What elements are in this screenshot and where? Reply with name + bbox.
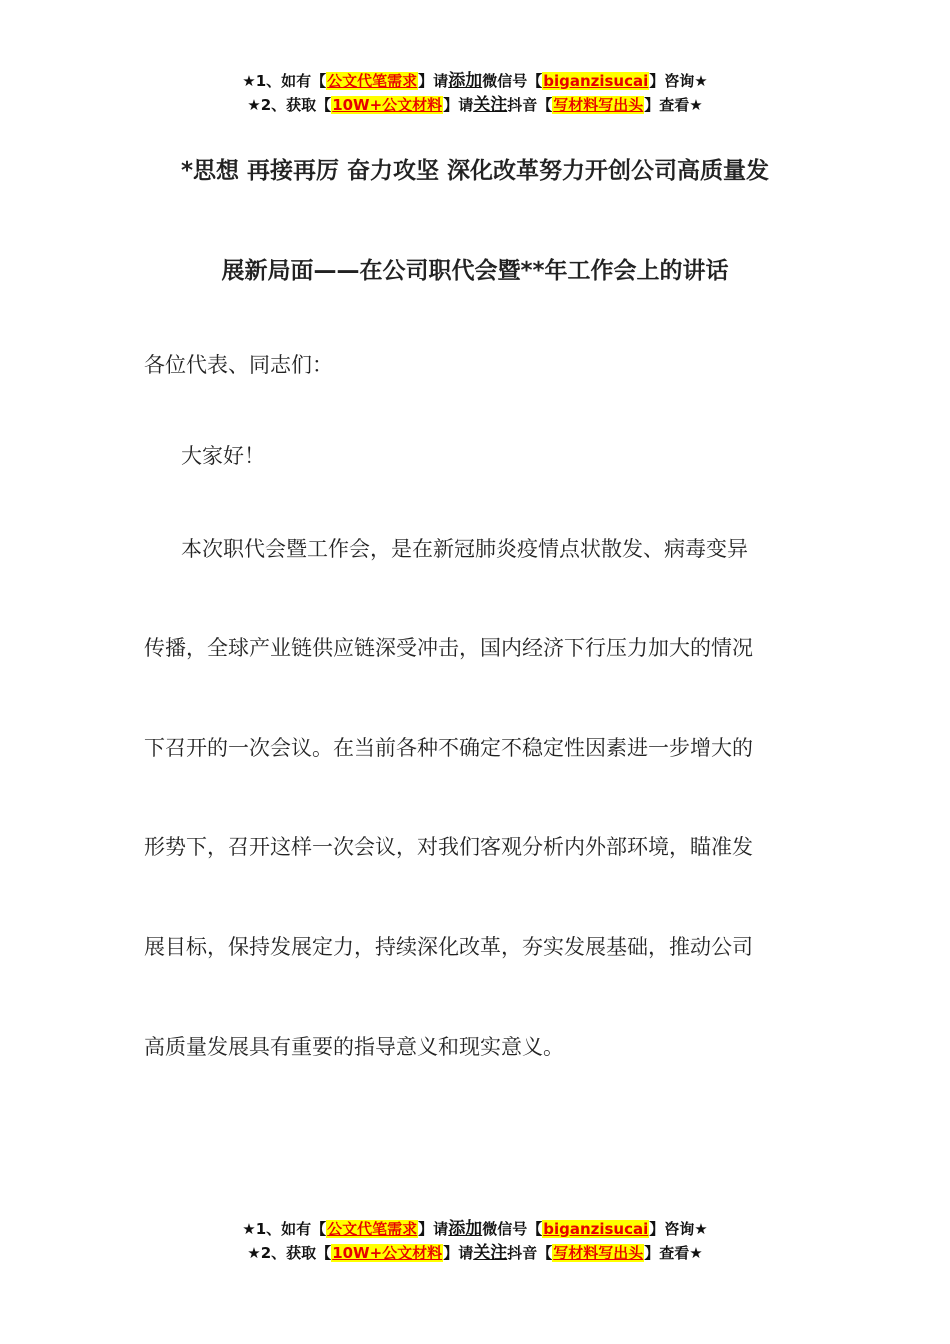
banner-text: 微信号【 <box>482 72 543 90</box>
body-line: 高质量发展具有重要的指导意义和现实意义。 <box>144 1035 564 1059</box>
banner-text: 】请 <box>418 72 449 90</box>
greeting: 大家好！ <box>181 444 265 468</box>
body-line: 本次职代会暨工作会，是在新冠肺炎疫情点状散发、病毒变异 <box>181 537 748 561</box>
highlight-douyin-name: 写材料写出头 <box>553 96 644 114</box>
banner-text: 】请 <box>443 96 474 114</box>
document-title-line-1: *思想 再接再厉 奋力攻坚 深化改革努力开创公司高质量发 <box>180 158 770 184</box>
banner-text: 】查看★ <box>644 1244 703 1262</box>
banner-line-1 <box>0 1217 950 1241</box>
footer-banner <box>0 1217 950 1265</box>
underlined-follow: 关注 <box>473 95 508 115</box>
banner-text: ★1、如有【 <box>242 72 327 90</box>
banner-text: ★2、获取【 <box>247 1244 332 1262</box>
banner-text: ★1、如有【 <box>242 1220 327 1238</box>
banner-text: 抖音【 <box>507 96 553 114</box>
highlight-douyin-name: 写材料写出头 <box>553 1244 644 1262</box>
banner-line-2 <box>0 1241 950 1265</box>
highlight-materials: 10W+公文材料 <box>332 96 443 114</box>
underlined-add: 添加 <box>448 1219 483 1239</box>
banner-text: 】查看★ <box>644 96 703 114</box>
highlight-service: 公文代笔需求 <box>327 72 418 90</box>
banner-text: 抖音【 <box>507 1244 553 1262</box>
banner-text: 】请 <box>418 1220 449 1238</box>
body-line: 形势下，召开这样一次会议，对我们客观分析内外部环境，瞄准发 <box>144 835 753 859</box>
highlight-wechat-id: biganzisucai <box>543 72 649 90</box>
banner-text: 】请 <box>443 1244 474 1262</box>
body-line: 传播，全球产业链供应链深受冲击，国内经济下行压力加大的情况 <box>144 636 753 660</box>
highlight-materials: 10W+公文材料 <box>332 1244 443 1262</box>
banner-text: 微信号【 <box>482 1220 543 1238</box>
banner-text: 】咨询★ <box>649 72 708 90</box>
banner-text: ★2、获取【 <box>247 96 332 114</box>
highlight-service: 公文代笔需求 <box>327 1220 418 1238</box>
document-title-line-2: 展新局面——在公司职代会暨**年工作会上的讲话 <box>221 258 729 284</box>
salutation: 各位代表、同志们： <box>144 353 333 377</box>
underlined-add: 添加 <box>448 71 483 91</box>
underlined-follow: 关注 <box>473 1243 508 1263</box>
banner-text: 】咨询★ <box>649 1220 708 1238</box>
highlight-wechat-id: biganzisucai <box>543 1220 649 1238</box>
body-line: 下召开的一次会议。在当前各种不确定不稳定性因素进一步增大的 <box>144 736 753 760</box>
body-line: 展目标，保持发展定力，持续深化改革，夯实发展基础，推动公司 <box>144 935 753 959</box>
banner-line-2 <box>0 93 950 117</box>
header-banner <box>0 69 950 117</box>
banner-line-1 <box>0 69 950 93</box>
